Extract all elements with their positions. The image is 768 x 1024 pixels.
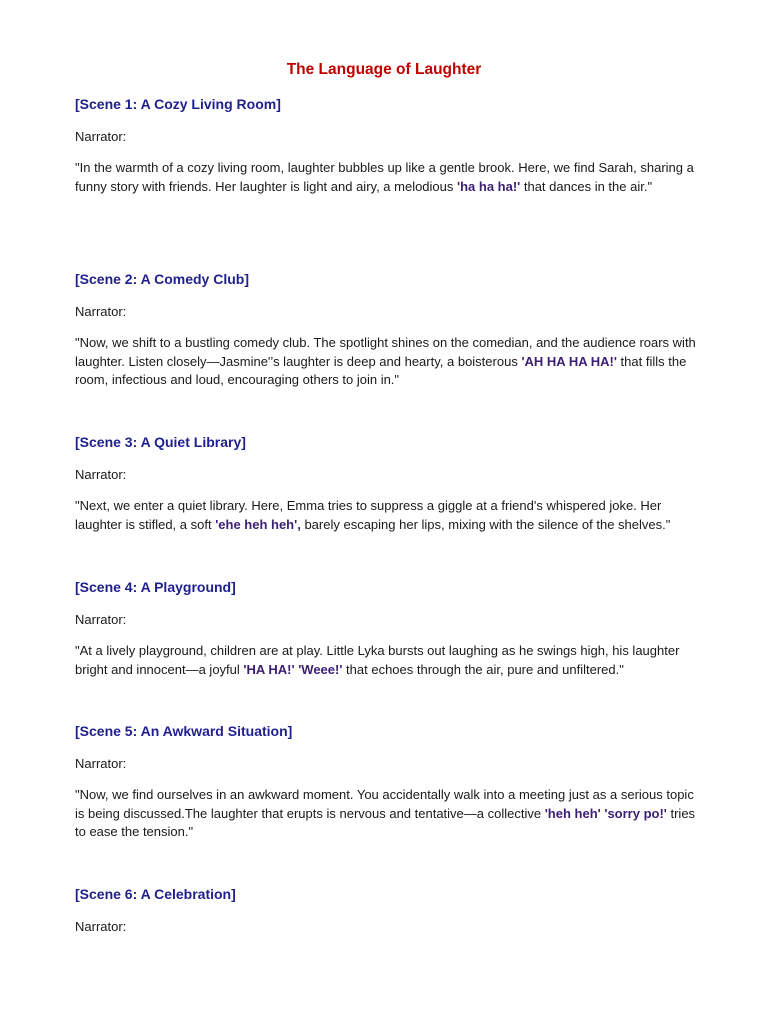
scene-1-narrator-label: Narrator:	[75, 129, 127, 144]
scene-4-paragraph	[75, 642, 700, 679]
scene-5-laugh-highlight: 'heh heh' 'sorry po!'	[544, 805, 667, 821]
scene-1-heading: [Scene 1: A Cozy Living Room]	[75, 96, 281, 112]
scene-1-text-pre: "In the warmth of a cozy living room, laughter bubbles up like a gentle brook. Here, we find Sarah, sharing a funny story with friends. Her laughter is light and airy, a melodious	[75, 160, 694, 194]
scene-1-laugh-highlight: 'ha ha ha!'	[457, 178, 521, 194]
scene-6-narrator-label: Narrator:	[75, 919, 127, 934]
scene-2-laugh-highlight: 'AH HA HA HA!'	[521, 353, 617, 369]
scene-3-laugh-highlight: 'ehe heh heh',	[215, 516, 301, 532]
scene-1-text-post: that dances in the air."	[520, 178, 653, 194]
scene-1-paragraph	[75, 159, 700, 196]
scene-2-text-pre: "Now, we shift to a bustling comedy club. The spotlight shines on the comedian, and the audience roars with laughter. Listen closely—Jasmine'’s laughter is deep and hearty, a boisterous	[75, 335, 696, 369]
scene-2-text-post: that fills the room, infectious and loud, encouraging others to join in."	[75, 353, 687, 388]
scene-2-paragraph	[75, 334, 700, 390]
scene-3-text-pre: "Next, we enter a quiet library. Here, Emma tries to suppress a giggle at a friend's whispered joke. Her laughter is stifled, a soft	[75, 498, 662, 532]
scene-4-laugh-highlight: 'HA HA!' 'Weee!'	[243, 661, 343, 677]
scene-2-narrator-label: Narrator:	[75, 304, 127, 319]
document-title: The Language of Laughter	[286, 61, 482, 78]
scene-4-narrator-label: Narrator:	[75, 612, 127, 627]
scene-5-paragraph	[75, 786, 700, 842]
scene-5-text-pre: "Now, we find ourselves in an awkward moment. You accidentally walk into a meeting just as a serious topic is being discussed.The laughter that erupts is nervous and tentative—a collective	[75, 787, 694, 821]
scene-4-text-post: that echoes through the air, pure and unfiltered."	[342, 661, 624, 677]
scene-5-text-post: tries to ease the tension."	[75, 805, 696, 840]
scene-6-heading: [Scene 6: A Celebration]	[75, 886, 236, 902]
scene-3-heading: [Scene 3: A Quiet Library]	[75, 434, 246, 450]
scene-5-narrator-label: Narrator:	[75, 756, 127, 771]
scene-3-paragraph	[75, 497, 700, 534]
scene-4-text-pre: "At a lively playground, children are at play. Little Lyka bursts out laughing as he swings high, his laughter bright and innocent—a joyful	[75, 643, 680, 677]
scene-5-heading: [Scene 5: An Awkward Situation]	[75, 723, 293, 739]
scene-3-narrator-label: Narrator:	[75, 467, 127, 482]
scene-3-text-post: barely escaping her lips, mixing with the silence of the shelves."	[300, 516, 671, 532]
scene-2-heading: [Scene 2: A Comedy Club]	[75, 271, 249, 287]
scene-4-heading: [Scene 4: A Playground]	[75, 579, 236, 595]
